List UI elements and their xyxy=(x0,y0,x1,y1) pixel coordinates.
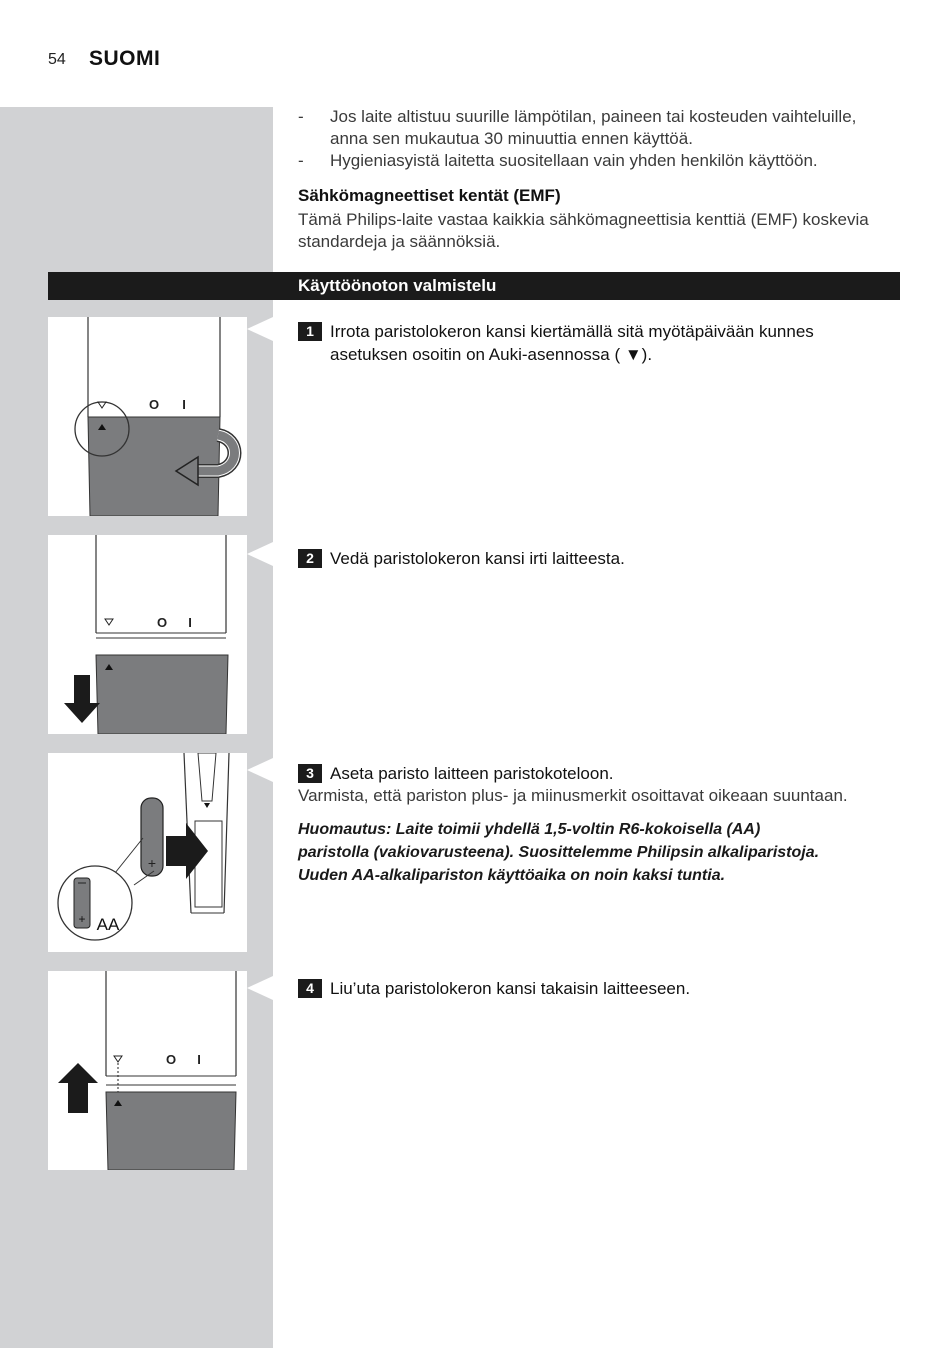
emf-line: standardeja ja säännöksiä. xyxy=(298,232,501,251)
emf-heading: Sähkömagneettiset kentät (EMF) xyxy=(298,186,561,205)
step-text-line: Liu’uta paristolokeron kansi takaisin laitteeseen. xyxy=(330,979,691,998)
illustration-step-1 xyxy=(48,317,247,516)
step-number-badge: 1 xyxy=(298,322,322,341)
off-label: O xyxy=(165,1052,177,1067)
bullet-line: Hygieniasyistä laitetta suositellaan vain yhden henkilön käyttöön. xyxy=(330,151,818,170)
illustration-step-4 xyxy=(48,971,247,1170)
illustration-pointer xyxy=(247,758,273,782)
note-line: Uuden AA-alkalipariston käyttöaika on noin kaksi tuntia. xyxy=(298,867,726,884)
bullet-list xyxy=(298,106,908,172)
step-text-line: asetuksen osoitin on Auki-asennossa ( ▼). xyxy=(330,345,653,364)
arrow-right-icon xyxy=(166,823,208,879)
section-banner xyxy=(48,272,900,300)
illustration-pointer xyxy=(247,542,273,566)
step-note xyxy=(298,818,898,887)
bullet-dash: - xyxy=(298,151,304,170)
note-line: paristolla (vakiovarusteena). Suosittelemme Philipsin alkaliparistoja. xyxy=(298,844,820,861)
step-number-badge: 2 xyxy=(298,549,322,568)
note-line: Huomautus: Laite toimii yhdellä 1,5-voltin R6-kokoisella (AA) xyxy=(298,821,761,838)
step-text-line: Vedä paristolokeron kansi irti laitteesta. xyxy=(330,549,625,568)
step-3 xyxy=(298,762,898,887)
bullet-item xyxy=(298,106,908,150)
arrow-down-icon xyxy=(64,675,100,723)
plus-label: + xyxy=(78,912,86,926)
illustration-pointer xyxy=(247,317,273,341)
off-label: O xyxy=(148,397,160,412)
page-number: 54 xyxy=(48,51,66,68)
step-2 xyxy=(298,547,898,570)
step-1 xyxy=(298,320,898,366)
step-4 xyxy=(298,977,898,1000)
emf-body xyxy=(298,209,908,253)
battery-size-label: AA xyxy=(96,915,120,934)
bullet-line: Jos laite altistuu suurille lämpötilan, paineen tai kosteuden vaihteluille, xyxy=(330,107,857,126)
step-text-line: Aseta paristo laitteen paristokoteloon. xyxy=(330,764,614,783)
plus-label: + xyxy=(147,855,157,871)
bullet-dash: - xyxy=(298,107,304,126)
bullet-item xyxy=(298,150,908,172)
illustration-step-3 xyxy=(48,753,247,952)
bullet-line: anna sen mukautua 30 minuuttia ennen käyttöä. xyxy=(330,129,693,148)
section-title: SUOMI xyxy=(89,47,161,70)
emf-line: Tämä Philips-laite vastaa kaikkia sähkömagneettisia kenttiä (EMF) koskevia xyxy=(298,210,869,229)
banner-title: Käyttöönoton valmistelu xyxy=(298,276,497,295)
step-number-badge: 3 xyxy=(298,764,322,783)
on-label: I xyxy=(182,397,186,412)
on-label: I xyxy=(197,1052,201,1067)
illustration-pointer xyxy=(247,976,273,1000)
step-text-line: Irrota paristolokeron kansi kiertämällä sitä myötäpäivään kunnes xyxy=(330,322,814,341)
off-label: O xyxy=(156,615,168,630)
step-number-badge: 4 xyxy=(298,979,322,998)
arrow-up-icon xyxy=(58,1063,98,1113)
on-label: I xyxy=(188,615,192,630)
illustration-step-2 xyxy=(48,535,247,734)
step-subtext: Varmista, että pariston plus- ja miinusmerkit osoittavat oikeaan suuntaan. xyxy=(298,786,848,805)
